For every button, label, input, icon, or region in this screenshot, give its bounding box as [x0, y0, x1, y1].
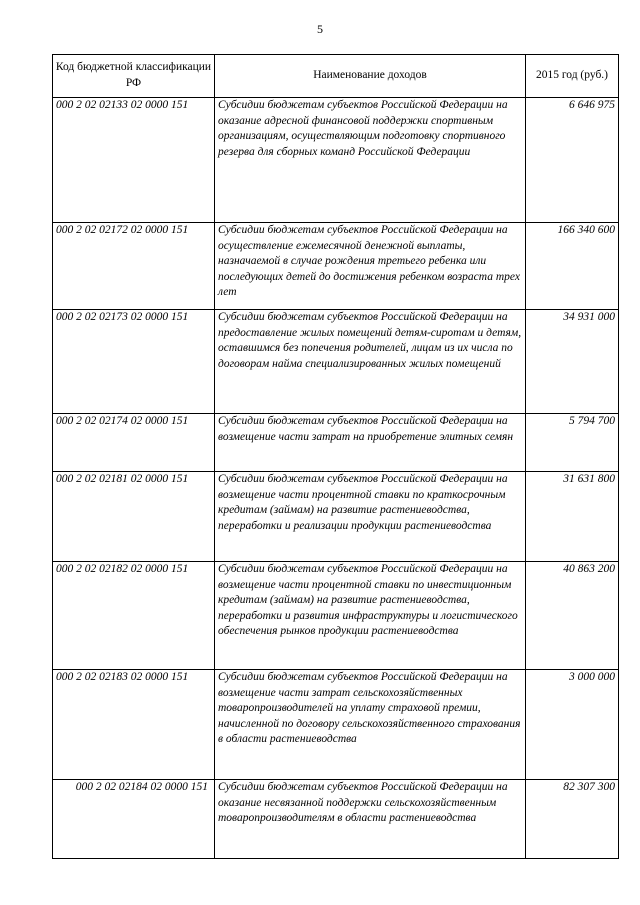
row-name: Субсидии бюджетам субъектов Российской Федерации на возмещение части затрат на приобретение элитных семян — [215, 414, 526, 472]
table-row — [53, 562, 619, 670]
row-amount: 34 931 000 — [526, 310, 619, 414]
row-code: 000 2 02 02173 02 0000 151 — [53, 310, 215, 414]
row-code: 000 2 02 02174 02 0000 151 — [53, 414, 215, 472]
row-name: Субсидии бюджетам субъектов Российской Федерации на оказание несвязанной поддержки сельскохозяйственным товаропроизводителям в области растениеводства — [215, 780, 526, 859]
row-name: Субсидии бюджетам субъектов Российской Федерации на возмещение части процентной ставки по краткосрочным кредитам (займам) на развитие растениеводства, переработки и реализации продукции растениеводства — [215, 472, 526, 562]
row-amount: 5 794 700 — [526, 414, 619, 472]
header-amount: 2015 год (руб.) — [526, 55, 619, 98]
row-code: 000 2 02 02181 02 0000 151 — [53, 472, 215, 562]
row-code: 000 2 02 02184 02 0000 151 — [53, 780, 215, 859]
row-code: 000 2 02 02182 02 0000 151 — [53, 562, 215, 670]
table-row — [53, 98, 619, 223]
row-name: Субсидии бюджетам субъектов Российской Федерации на оказание адресной финансовой поддержки спортивным организациям, осуществляющим подготовку спортивного резерва для сборных команд Российской Федерации — [215, 98, 526, 223]
row-amount: 3 000 000 — [526, 670, 619, 780]
row-amount: 82 307 300 — [526, 780, 619, 859]
row-code: 000 2 02 02183 02 0000 151 — [53, 670, 215, 780]
table-row — [53, 780, 619, 859]
table-row — [53, 414, 619, 472]
row-name: Субсидии бюджетам субъектов Российской Федерации на предоставление жилых помещений детям-сиротам и детям, оставшимся без попечения родителей, лицам из их числа по договорам найма специализированных жилых помещений — [215, 310, 526, 414]
row-amount: 166 340 600 — [526, 223, 619, 310]
row-amount: 31 631 800 — [526, 472, 619, 562]
table-row — [53, 670, 619, 780]
row-name: Субсидии бюджетам субъектов Российской Федерации на возмещение части затрат сельскохозяйственных товаропроизводителей на уплату страховой премии, начисленной по договору сельскохозяйственного страхования в области растениеводства — [215, 670, 526, 780]
page-number: 5 — [317, 22, 323, 36]
row-name: Субсидии бюджетам субъектов Российской Федерации на возмещение части процентной ставки по инвестиционным кредитам (займам) на развитие растениеводства, переработки и развития инфраструктуры и логистического обеспечения рынков продукции растениеводства — [215, 562, 526, 670]
row-amount: 40 863 200 — [526, 562, 619, 670]
header-name: Наименование доходов — [215, 55, 526, 98]
table-row — [53, 223, 619, 310]
table-header-row — [53, 55, 619, 98]
row-code: 000 2 02 02133 02 0000 151 — [53, 98, 215, 223]
header-code: Код бюджетной классификации РФ — [53, 55, 215, 98]
row-amount: 6 646 975 — [526, 98, 619, 223]
table-row — [53, 472, 619, 562]
table-row — [53, 310, 619, 414]
row-name: Субсидии бюджетам субъектов Российской Федерации на осуществление ежемесячной денежной выплаты, назначаемой в случае рождения третьего ребенка или последующих детей до достижения ребенком возраста трех лет — [215, 223, 526, 310]
row-code: 000 2 02 02172 02 0000 151 — [53, 223, 215, 310]
revenue-table — [52, 54, 619, 859]
